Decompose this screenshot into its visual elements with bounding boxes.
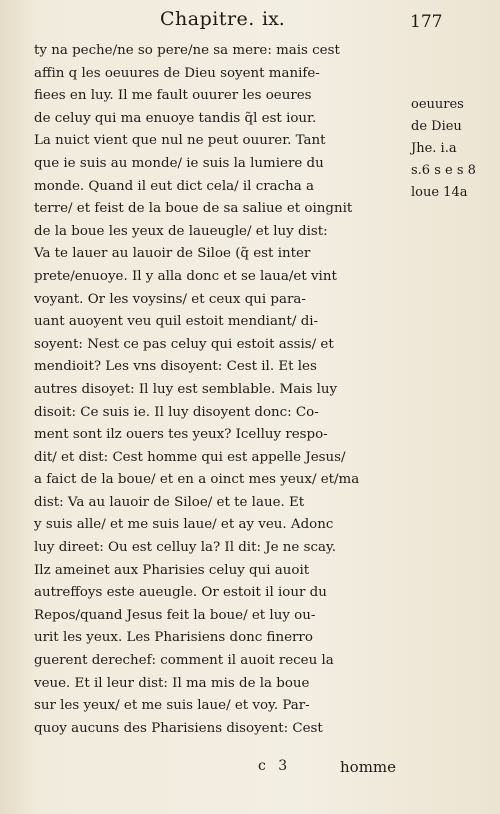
body-text — [34, 40, 414, 740]
chapter-number: ix. — [262, 8, 285, 30]
text-line: autreffoys este aueugle. Or estoit il iour du — [34, 585, 327, 601]
marginal-note: Jhe. i.a — [411, 141, 457, 156]
text-line: soyent: Nest ce pas celuy qui estoit assis/ et — [34, 336, 334, 352]
page-footer — [0, 758, 500, 782]
text-line: quoy aucuns des Pharisiens disoyent: Cest — [34, 720, 323, 736]
marginal-note: de Dieu — [411, 119, 462, 134]
text-line: sur les yeux/ et me suis laue/ et voy. Par- — [34, 698, 310, 714]
text-line: ment sont ilz ouers tes yeux? Icelluy respo- — [34, 427, 328, 443]
text-line: autres disoyet: Il luy est semblable. Mais luy — [34, 381, 338, 397]
text-line: prete/enuoye. Il y alla donc et se laua/et vint — [34, 268, 337, 284]
text-line: La nuict vient que nul ne peut ouurer. Tant — [34, 133, 326, 149]
marginal-notes — [411, 94, 497, 204]
text-line: voyant. Or les voysins/ et ceux qui para- — [34, 291, 306, 307]
text-line: veue. Et il leur dist: Il ma mis de la boue — [34, 675, 310, 691]
text-line: urit les yeux. Les Pharisiens donc finerro — [34, 630, 313, 646]
text-line: ty na peche/ne so pere/ne sa mere: mais cest — [34, 43, 340, 58]
running-header — [0, 6, 500, 36]
text-line: mendioit? Les vns disoyent: Cest il. Et les — [34, 359, 317, 375]
text-line: monde. Quand il eut dict cela/ il cracha a — [34, 178, 314, 194]
text-line: dist: Va au lauoir de Siloe/ et te laue. Et — [34, 494, 305, 510]
text-line: y suis alle/ et me suis laue/ et ay veu. Adonc — [34, 517, 334, 533]
text-line: fiees en luy. Il me fault ouurer les oeures — [34, 88, 312, 104]
text-line: dit/ et dist: Cest homme qui est appelle Jesus/ — [34, 449, 346, 465]
text-line: que ie suis au monde/ ie suis la lumiere du — [34, 155, 324, 171]
text-line: a faict de la boue/ et en a oinct mes yeux/ et/ma — [34, 472, 360, 488]
text-line: de la boue les yeux de laueugle/ et luy dist: — [34, 223, 328, 239]
catchword: homme — [340, 758, 397, 776]
marginal-note: loue 14a — [411, 185, 468, 200]
text-line: Repos/quand Jesus feit la boue/ et luy ou- — [34, 607, 316, 623]
text-line: disoit: Ce suis ie. Il luy disoyent donc: Co- — [34, 404, 319, 420]
text-line: Va te lauer au lauoir de Siloe (q̃ est inter — [34, 246, 311, 262]
folio-number: 177 — [410, 12, 443, 32]
text-line: luy direet: Ou est celluy la? Il dit: Je ne scay. — [34, 540, 336, 556]
text-line: affin q les oeuures de Dieu soyent manife- — [34, 65, 320, 81]
marginal-note: oeuures — [411, 97, 464, 112]
signature-mark: c 3 — [258, 758, 292, 774]
text-line: terre/ et feist de la boue de sa saliue et oingnit — [34, 201, 353, 217]
text-line: de celuy qui ma enuoye tandis q̃l est iour. — [34, 110, 317, 126]
text-line: Ilz ameinet aux Pharisies celuy qui auoit — [34, 562, 310, 578]
running-title: Chapitre. — [160, 8, 255, 30]
text-line: uant auoyent veu quil estoit mendiant/ di- — [34, 314, 319, 330]
marginal-note: s.6 s e s 8 — [411, 163, 476, 178]
text-line: guerent derechef: comment il auoit receu la — [34, 653, 334, 669]
